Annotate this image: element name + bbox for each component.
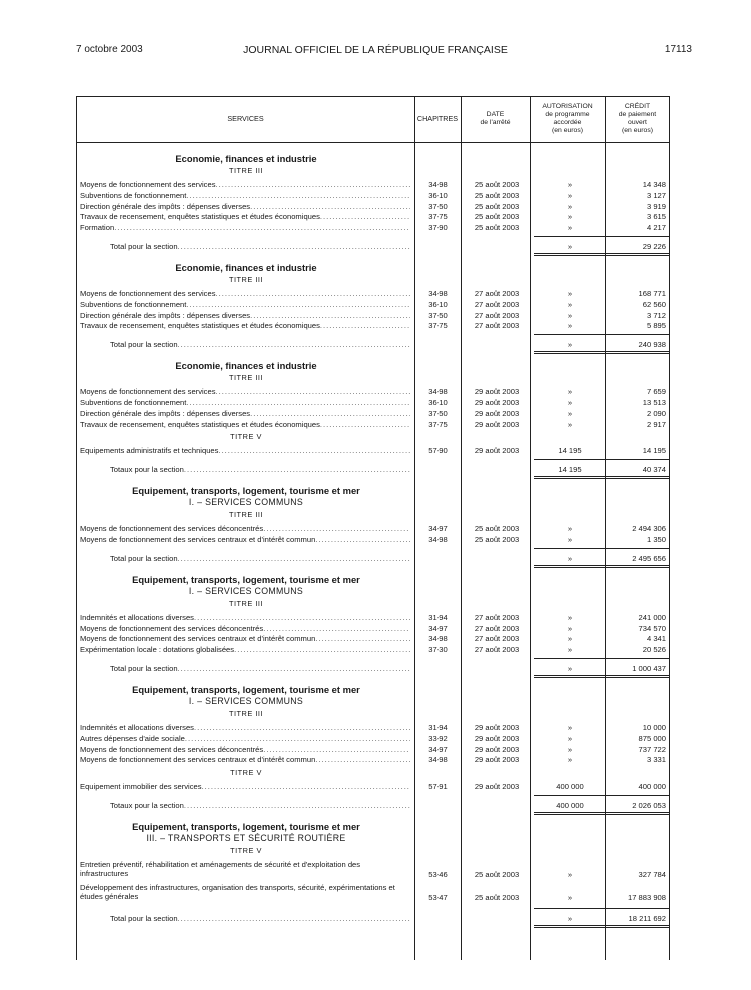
credit-cell: 1 350 [646,535,666,544]
credit-cell: 62 560 [642,299,666,309]
total-autorisation: » [567,340,573,350]
service-label: Moyens de fonctionnement des services ..... [80,289,410,298]
autorisation-cell: » [567,634,573,644]
credit-cell: 10 000 [642,723,666,732]
total-autorisation: » [567,553,573,563]
col-header-credit: CRÉDIT de paiement ouvert (en euros) [618,103,657,134]
autorisation-cell: » [567,755,573,765]
chapitre-cell: 34-97 [428,744,448,754]
date-cell: 27 août 2003 [474,645,520,655]
date-cell: 29 août 2003 [474,782,520,792]
chapitre-cell: 36-10 [428,299,448,309]
titre-label: TITRE III [228,275,264,284]
service-label: Direction générale des impôts : dépenses diverses ..... [80,202,410,211]
autorisation-cell: » [567,744,573,754]
autorisation-cell: » [567,869,573,879]
credit-cell: 241 000 [638,612,666,622]
chapitre-cell: 37-90 [428,223,448,233]
chapitre-cell: 37-30 [428,645,448,655]
autorisation-cell: » [567,645,573,655]
date-cell: 25 août 2003 [474,892,520,902]
total-autorisation: » [567,242,573,251]
autorisation-cell: 400 000 [556,782,584,792]
total-credit: 18 211 692 [628,914,666,923]
total-label: Total pour la section ..... [110,914,410,923]
ministry-heading: Economie, finances et industrie [175,360,317,372]
service-label: Travaux de recensement, enquêtes statistiques et études économiques ..... [80,321,410,330]
date-cell: 29 août 2003 [474,408,520,418]
service-label: Travaux de recensement, enquêtes statistiques et études économiques ..... [80,420,410,429]
autorisation-cell: 14 195 [558,446,582,456]
autorisation-cell: » [567,398,573,407]
header-title: JOURNAL OFFICIEL DE LA RÉPUBLIQUE FRANÇAISE [243,44,508,56]
chapitre-cell: 53-46 [428,869,448,879]
credit-cell: 327 784 [638,869,666,879]
titre-label: TITRE III [228,709,264,718]
credit-cell: 3 615 [646,212,666,222]
service-label: Formation ..... [80,223,410,232]
section-subtitle: I. – SERVICES COMMUNS [188,696,304,706]
chapitre-cell: 34-98 [428,634,448,644]
credit-cell: 2 090 [646,408,666,418]
service-label: Moyens de fonctionnement des services déconcentrés ..... [80,524,410,533]
service-label: Travaux de recensement, enquêtes statistiques et études économiques ..... [80,212,410,221]
chapitre-cell: 37-50 [428,408,448,418]
credit-cell: 2 917 [646,419,666,429]
credit-cell: 7 659 [646,387,666,397]
ministry-heading: Economie, finances et industrie [175,262,317,273]
titre-label: TITRE V [230,846,262,855]
chapitre-cell: 37-75 [428,321,448,331]
subtotal-rule [534,334,670,335]
total-autorisation: » [567,914,573,923]
date-cell: 29 août 2003 [474,744,520,754]
total-autorisation: 400 000 [556,801,584,810]
total-label: Total pour la section ..... [110,242,410,251]
date-cell: 29 août 2003 [474,446,520,456]
chapitre-cell: 37-50 [428,310,448,320]
subtotal-rule [534,908,670,909]
chapitre-cell: 34-97 [428,623,448,633]
titre-label: TITRE III [228,598,264,608]
total-credit: 2 495 656 [632,553,666,563]
chapitre-cell: 34-98 [428,755,448,765]
date-cell: 27 août 2003 [474,612,520,622]
credit-cell: 20 526 [642,645,666,655]
ministry-heading: Equipement, transports, logement, tourisme et mer [132,821,360,832]
total-label: Totaux pour la section ..... [110,801,410,810]
col-header-date: DATE de l'arrêté [480,111,511,126]
total-autorisation: 14 195 [558,465,582,475]
chapitre-cell: 36-10 [428,398,448,407]
subtotal-rule [534,236,670,237]
service-label: Entretien préventif, réhabilitation et aménagements de sécurité et d'exploitation des infrastructures [80,860,361,878]
chapitre-cell: 57-90 [428,446,448,456]
titre-label: TITRE V [230,432,262,442]
col-header-services: SERVICES [227,114,264,123]
credit-cell: 3 331 [646,755,666,765]
credit-cell: 3 919 [646,201,666,211]
credit-cell: 13 513 [642,398,666,407]
chapitre-cell: 37-75 [428,212,448,222]
autorisation-cell: » [567,223,573,233]
header-rule [76,142,670,143]
total-rule [534,351,670,354]
total-rule [534,675,670,678]
credit-cell: 400 000 [638,782,666,792]
date-cell: 27 août 2003 [474,321,520,331]
credit-cell: 14 348 [642,180,666,189]
service-label: Moyens de fonctionnement des services centraux et d'intérêt commun ..... [80,535,410,544]
service-label: Moyens de fonctionnement des services centraux et d'intérêt commun ..... [80,634,410,643]
date-cell: 29 août 2003 [474,398,520,407]
service-label: Direction générale des impôts : dépenses diverses ..... [80,409,410,418]
date-cell: 29 août 2003 [474,755,520,765]
total-credit: 240 938 [638,340,666,350]
autorisation-cell: » [567,387,573,397]
date-cell: 27 août 2003 [474,634,520,644]
total-rule [534,476,670,479]
autorisation-cell: » [567,201,573,211]
chapitre-cell: 34-98 [428,180,448,189]
chapitre-cell: 31-94 [428,612,448,622]
credit-cell: 17 883 908 [627,892,666,902]
ministry-heading: Equipement, transports, logement, tourisme et mer [132,684,360,695]
autorisation-cell: » [567,321,573,331]
date-cell: 27 août 2003 [474,310,520,320]
titre-label: TITRE III [228,373,264,383]
page-number: 17113 [664,44,692,55]
credit-cell: 3 712 [646,310,666,320]
total-rule [534,565,670,568]
section-subtitle: I. – SERVICES COMMUNS [188,585,304,596]
chapitre-cell: 34-98 [428,387,448,397]
titre-label: TITRE V [230,768,262,778]
service-label: Développement des infrastructures, organisation des transports, sécurité, expérimentations et études générales [80,883,395,901]
date-cell: 27 août 2003 [474,623,520,633]
header-date: 7 octobre 2003 [76,44,143,55]
autorisation-cell: » [567,524,573,534]
date-cell: 25 août 2003 [474,201,520,211]
date-cell: 29 août 2003 [474,733,520,743]
chapitre-cell: 31-94 [428,723,448,732]
column-divider [414,96,415,960]
credit-cell: 3 127 [646,190,666,200]
chapitre-cell: 37-75 [428,419,448,429]
date-cell: 25 août 2003 [474,535,520,544]
total-rule [534,812,670,815]
total-label: Totaux pour la section ..... [110,465,410,474]
chapitre-cell: 34-98 [428,535,448,544]
service-label: Indemnités et allocations diverses ..... [80,613,410,622]
credit-cell: 875 000 [638,733,666,743]
autorisation-cell: » [567,310,573,320]
total-label: Total pour la section ..... [110,340,410,349]
date-cell: 29 août 2003 [474,419,520,429]
col-header-chapitres: CHAPITRES [416,114,459,123]
service-label: Moyens de fonctionnement des services centraux et d'intérêt commun ..... [80,755,410,764]
total-credit: 40 374 [642,465,666,475]
date-cell: 29 août 2003 [474,723,520,732]
total-credit: 29 226 [642,242,666,251]
ministry-heading: Equipement, transports, logement, tourisme et mer [132,485,360,497]
date-cell: 27 août 2003 [474,289,520,298]
total-credit: 1 000 437 [632,664,666,673]
section-subtitle: III. – TRANSPORTS ET SÉCURITÉ ROUTIÈRE [146,833,346,843]
chapitre-cell: 37-50 [428,201,448,211]
total-credit: 2 026 053 [632,801,666,810]
date-cell: 25 août 2003 [474,180,520,189]
credit-cell: 734 570 [638,623,666,633]
credit-cell: 14 195 [642,446,666,456]
service-label: Autres dépenses d'aide sociale ..... [80,734,410,743]
service-label: Subventions de fonctionnement ..... [80,191,410,200]
total-label: Total pour la section ..... [110,554,410,563]
autorisation-cell: » [567,289,573,298]
date-cell: 25 août 2003 [474,524,520,534]
col-header-autorisation: AUTORISATION de programme accordée (en euros) [542,103,593,134]
credit-cell: 2 494 306 [632,524,666,534]
total-rule [534,925,670,928]
service-label: Expérimentation locale : dotations globalisées ..... [80,645,410,654]
ministry-heading: Economie, finances et industrie [175,153,317,164]
autorisation-cell: » [567,612,573,622]
credit-cell: 5 895 [646,321,666,331]
service-label: Subventions de fonctionnement ..... [80,398,410,407]
service-label: Moyens de fonctionnement des services ..... [80,387,410,396]
date-cell: 25 août 2003 [474,869,520,879]
autorisation-cell: » [567,299,573,309]
chapitre-cell: 34-98 [428,289,448,298]
subtotal-rule [534,548,670,549]
service-label: Equipements administratifs et techniques ..... [80,446,410,455]
service-label: Moyens de fonctionnement des services déconcentrés ..... [80,624,410,633]
subtotal-rule [534,459,670,460]
service-label: Moyens de fonctionnement des services ..... [80,180,410,189]
date-cell: 25 août 2003 [474,190,520,200]
credit-cell: 4 217 [646,223,666,233]
service-label: Direction générale des impôts : dépenses diverses ..... [80,311,410,320]
autorisation-cell: » [567,535,573,544]
total-label: Total pour la section ..... [110,664,410,673]
ministry-heading: Equipement, transports, logement, tourisme et mer [132,573,360,585]
titre-label: TITRE III [228,510,264,520]
credit-cell: 4 341 [646,634,666,644]
subtotal-rule [534,658,670,659]
autorisation-cell: » [567,733,573,743]
autorisation-cell: » [567,892,573,902]
date-cell: 25 août 2003 [474,212,520,222]
date-cell: 29 août 2003 [474,387,520,397]
autorisation-cell: » [567,623,573,633]
chapitre-cell: 36-10 [428,190,448,200]
titre-label: TITRE III [228,166,264,175]
total-autorisation: » [567,664,573,673]
service-label: Subventions de fonctionnement ..... [80,300,410,309]
service-label: Moyens de fonctionnement des services déconcentrés ..... [80,745,410,754]
autorisation-cell: » [567,408,573,418]
chapitre-cell: 34-97 [428,524,448,534]
autorisation-cell: » [567,180,573,189]
date-cell: 27 août 2003 [474,299,520,309]
autorisation-cell: » [567,190,573,200]
service-label: Indemnités et allocations diverses ..... [80,723,410,732]
section-subtitle: I. – SERVICES COMMUNS [188,497,304,508]
autorisation-cell: » [567,212,573,222]
credit-cell: 168 771 [638,289,666,298]
subtotal-rule [534,795,670,796]
chapitre-cell: 53-47 [428,892,448,902]
date-cell: 25 août 2003 [474,223,520,233]
total-rule [534,253,670,256]
chapitre-cell: 57-91 [428,782,448,792]
service-label: Equipement immobilier des services ..... [80,782,410,791]
credit-cell: 737 722 [638,744,666,754]
chapitre-cell: 33-92 [428,733,448,743]
autorisation-cell: » [567,419,573,429]
autorisation-cell: » [567,723,573,732]
